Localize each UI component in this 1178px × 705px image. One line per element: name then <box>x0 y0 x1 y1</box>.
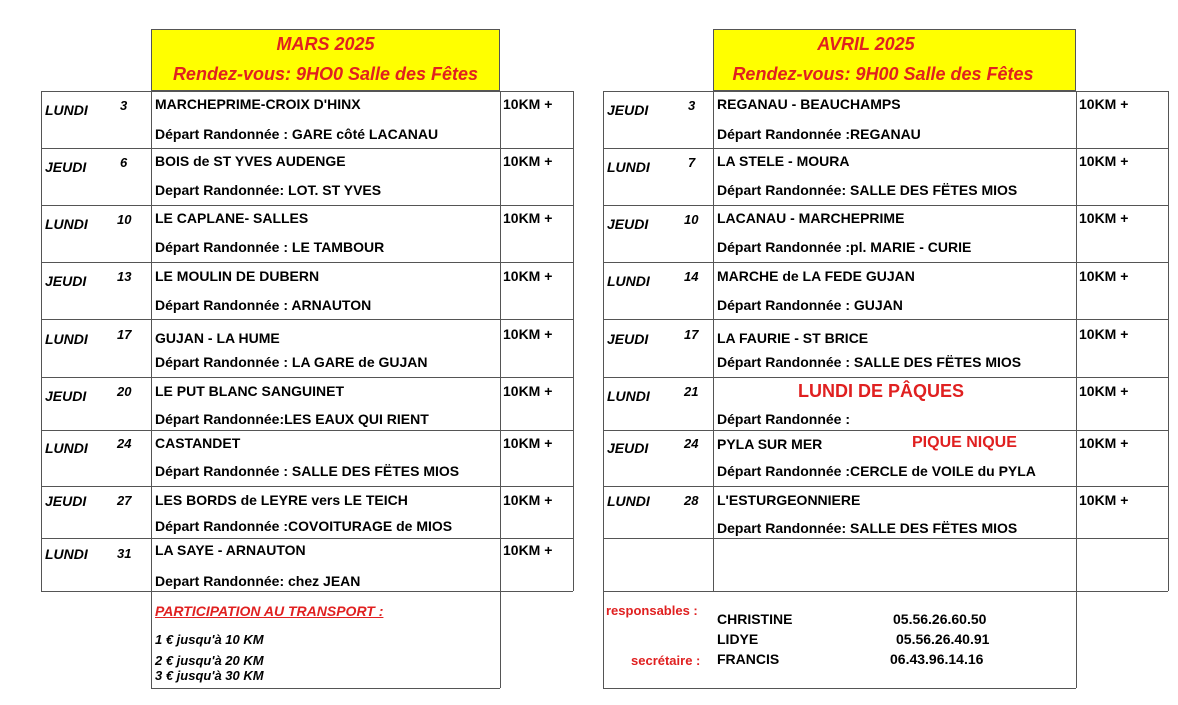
avril-subtitle: Rendez-vous: 9H00 Salle des Fêtes <box>732 64 1034 84</box>
distance: 10KM + <box>503 492 553 508</box>
route-name: LE CAPLANE- SALLES <box>155 210 309 226</box>
contact-name: LIDYE <box>717 631 759 647</box>
departure: Départ Randonnée :CERCLE de VOILE du PYLA <box>717 463 1036 479</box>
departure: Départ Randonnée : LA GARE de GUJAN <box>155 354 428 370</box>
departure: Départ Randonnée : GARE côté LACANAU <box>155 126 439 142</box>
day-number: 24 <box>117 436 132 451</box>
route-name: L'ESTURGEONNIERE <box>717 492 861 508</box>
day-label: JEUDI <box>607 331 649 347</box>
route-name: LE PUT BLANC SANGUINET <box>155 383 344 399</box>
departure: Départ Randonnée : SALLE DES FËTES MIOS <box>717 354 1022 370</box>
distance: 10KM + <box>503 542 553 558</box>
departure: Départ Randonnée :pl. MARIE - CURIE <box>717 239 972 255</box>
day-number: 3 <box>688 98 696 113</box>
departure: Départ Randonnée : LE TAMBOUR <box>155 239 385 255</box>
route-name: GUJAN - LA HUME <box>155 330 280 346</box>
departure: Depart Randonnée: SALLE DES FËTES MIOS <box>717 520 1018 536</box>
departure: Départ Randonnée: SALLE DES FËTES MIOS <box>717 182 1018 198</box>
day-number: 7 <box>688 155 696 170</box>
avril-title: AVRIL 2025 <box>817 34 915 54</box>
distance: 10KM + <box>1079 210 1129 226</box>
day-number: 17 <box>117 327 132 342</box>
contact-phone: 05.56.26.60.50 <box>893 611 987 627</box>
distance: 10KM + <box>503 435 553 451</box>
departure: Départ Randonnée : SALLE DES FËTES MIOS <box>155 463 460 479</box>
distance: 10KM + <box>1079 268 1129 284</box>
route-name: LA FAURIE - ST BRICE <box>717 330 869 346</box>
distance: 10KM + <box>1079 383 1129 399</box>
departure: Départ Randonnée : <box>717 411 851 427</box>
day-label: LUNDI <box>45 102 88 118</box>
route-name: MARCHE de LA FEDE GUJAN <box>717 268 915 284</box>
day-label: JEUDI <box>607 440 649 456</box>
day-number: 13 <box>117 269 132 284</box>
day-label: LUNDI <box>45 216 88 232</box>
distance: 10KM + <box>1079 96 1129 112</box>
route-name: LACANAU - MARCHEPRIME <box>717 210 905 226</box>
day-label: JEUDI <box>45 159 87 175</box>
contact-phone: 05.56.26.40.91 <box>896 631 990 647</box>
distance: 10KM + <box>1079 492 1129 508</box>
day-label: LUNDI <box>45 440 88 456</box>
distance: 10KM + <box>1079 435 1129 451</box>
mars-subtitle: Rendez-vous: 9HO0 Salle des Fêtes <box>172 64 479 84</box>
distance: 10KM + <box>1079 326 1129 342</box>
distance: 10KM + <box>503 153 553 169</box>
day-number: 14 <box>684 269 699 284</box>
contact-name: CHRISTINE <box>717 611 793 627</box>
distance: 10KM + <box>503 210 553 226</box>
day-number: 3 <box>120 98 128 113</box>
day-label: LUNDI <box>607 388 650 404</box>
route-name: BOIS de ST YVES AUDENGE <box>155 153 346 169</box>
day-label: LUNDI <box>45 546 88 562</box>
route-name: PYLA SUR MER <box>717 436 823 452</box>
contact-phone: 06.43.96.14.16 <box>890 651 984 667</box>
secretaire-label: secrétaire : <box>631 653 701 668</box>
distance: 10KM + <box>1079 153 1129 169</box>
day-number: 6 <box>120 155 128 170</box>
day-number: 24 <box>684 436 699 451</box>
departure: Départ Randonnée:LES EAUX QUI RIENT <box>155 411 429 427</box>
distance: 10KM + <box>503 268 553 284</box>
route-name: REGANAU - BEAUCHAMPS <box>717 96 901 112</box>
day-number: 28 <box>684 493 699 508</box>
departure: Depart Randonnée: LOT. ST YVES <box>155 182 382 198</box>
day-number: 20 <box>117 384 132 399</box>
distance: 10KM + <box>503 326 553 342</box>
departure: Depart Randonnée: chez JEAN <box>155 573 361 589</box>
transport-price-1: 1 € jusqu'à 10 KM <box>155 632 264 647</box>
departure: Départ Randonnée : GUJAN <box>717 297 903 313</box>
transport-price-2: 2 € jusqu'à 20 KM <box>155 653 264 668</box>
route-name: MARCHEPRIME-CROIX D'HINX <box>155 96 361 112</box>
departure: Départ Randonnée : ARNAUTON <box>155 297 372 313</box>
route-name: LA SAYE - ARNAUTON <box>155 542 306 558</box>
day-label: JEUDI <box>607 102 649 118</box>
day-label: LUNDI <box>607 493 650 509</box>
route-name: LA STELE - MOURA <box>717 153 850 169</box>
transport-title: PARTICIPATION AU TRANSPORT : <box>155 603 384 619</box>
departure: Départ Randonnée :COVOITURAGE de MIOS <box>155 518 453 534</box>
distance: 10KM + <box>503 383 553 399</box>
day-number: 27 <box>117 493 132 508</box>
mars-title: MARS 2025 <box>276 34 375 54</box>
day-number: 10 <box>684 212 699 227</box>
day-number: 10 <box>117 212 132 227</box>
day-label: LUNDI <box>45 331 88 347</box>
contact-name: FRANCIS <box>717 651 780 667</box>
day-label: LUNDI <box>607 273 650 289</box>
day-number: 17 <box>684 327 699 342</box>
route-name: CASTANDET <box>155 435 241 451</box>
day-label: JEUDI <box>45 493 87 509</box>
day-number: 31 <box>117 546 132 561</box>
distance: 10KM + <box>503 96 553 112</box>
route-extra: PIQUE NIQUE <box>912 434 1017 451</box>
day-number: 21 <box>684 384 699 399</box>
responsables-label: responsables : <box>606 603 698 618</box>
departure: Départ Randonnée :REGANAU <box>717 126 921 142</box>
transport-price-3: 3 € jusqu'à 30 KM <box>155 668 264 683</box>
route-name: LE MOULIN DE DUBERN <box>155 268 320 284</box>
route-name: LES BORDS de LEYRE vers LE TEICH <box>155 492 408 508</box>
day-label: JEUDI <box>607 216 649 232</box>
route-name: LUNDI DE PÂQUES <box>798 381 965 401</box>
day-label: LUNDI <box>607 159 650 175</box>
day-label: JEUDI <box>45 273 87 289</box>
day-label: JEUDI <box>45 388 87 404</box>
